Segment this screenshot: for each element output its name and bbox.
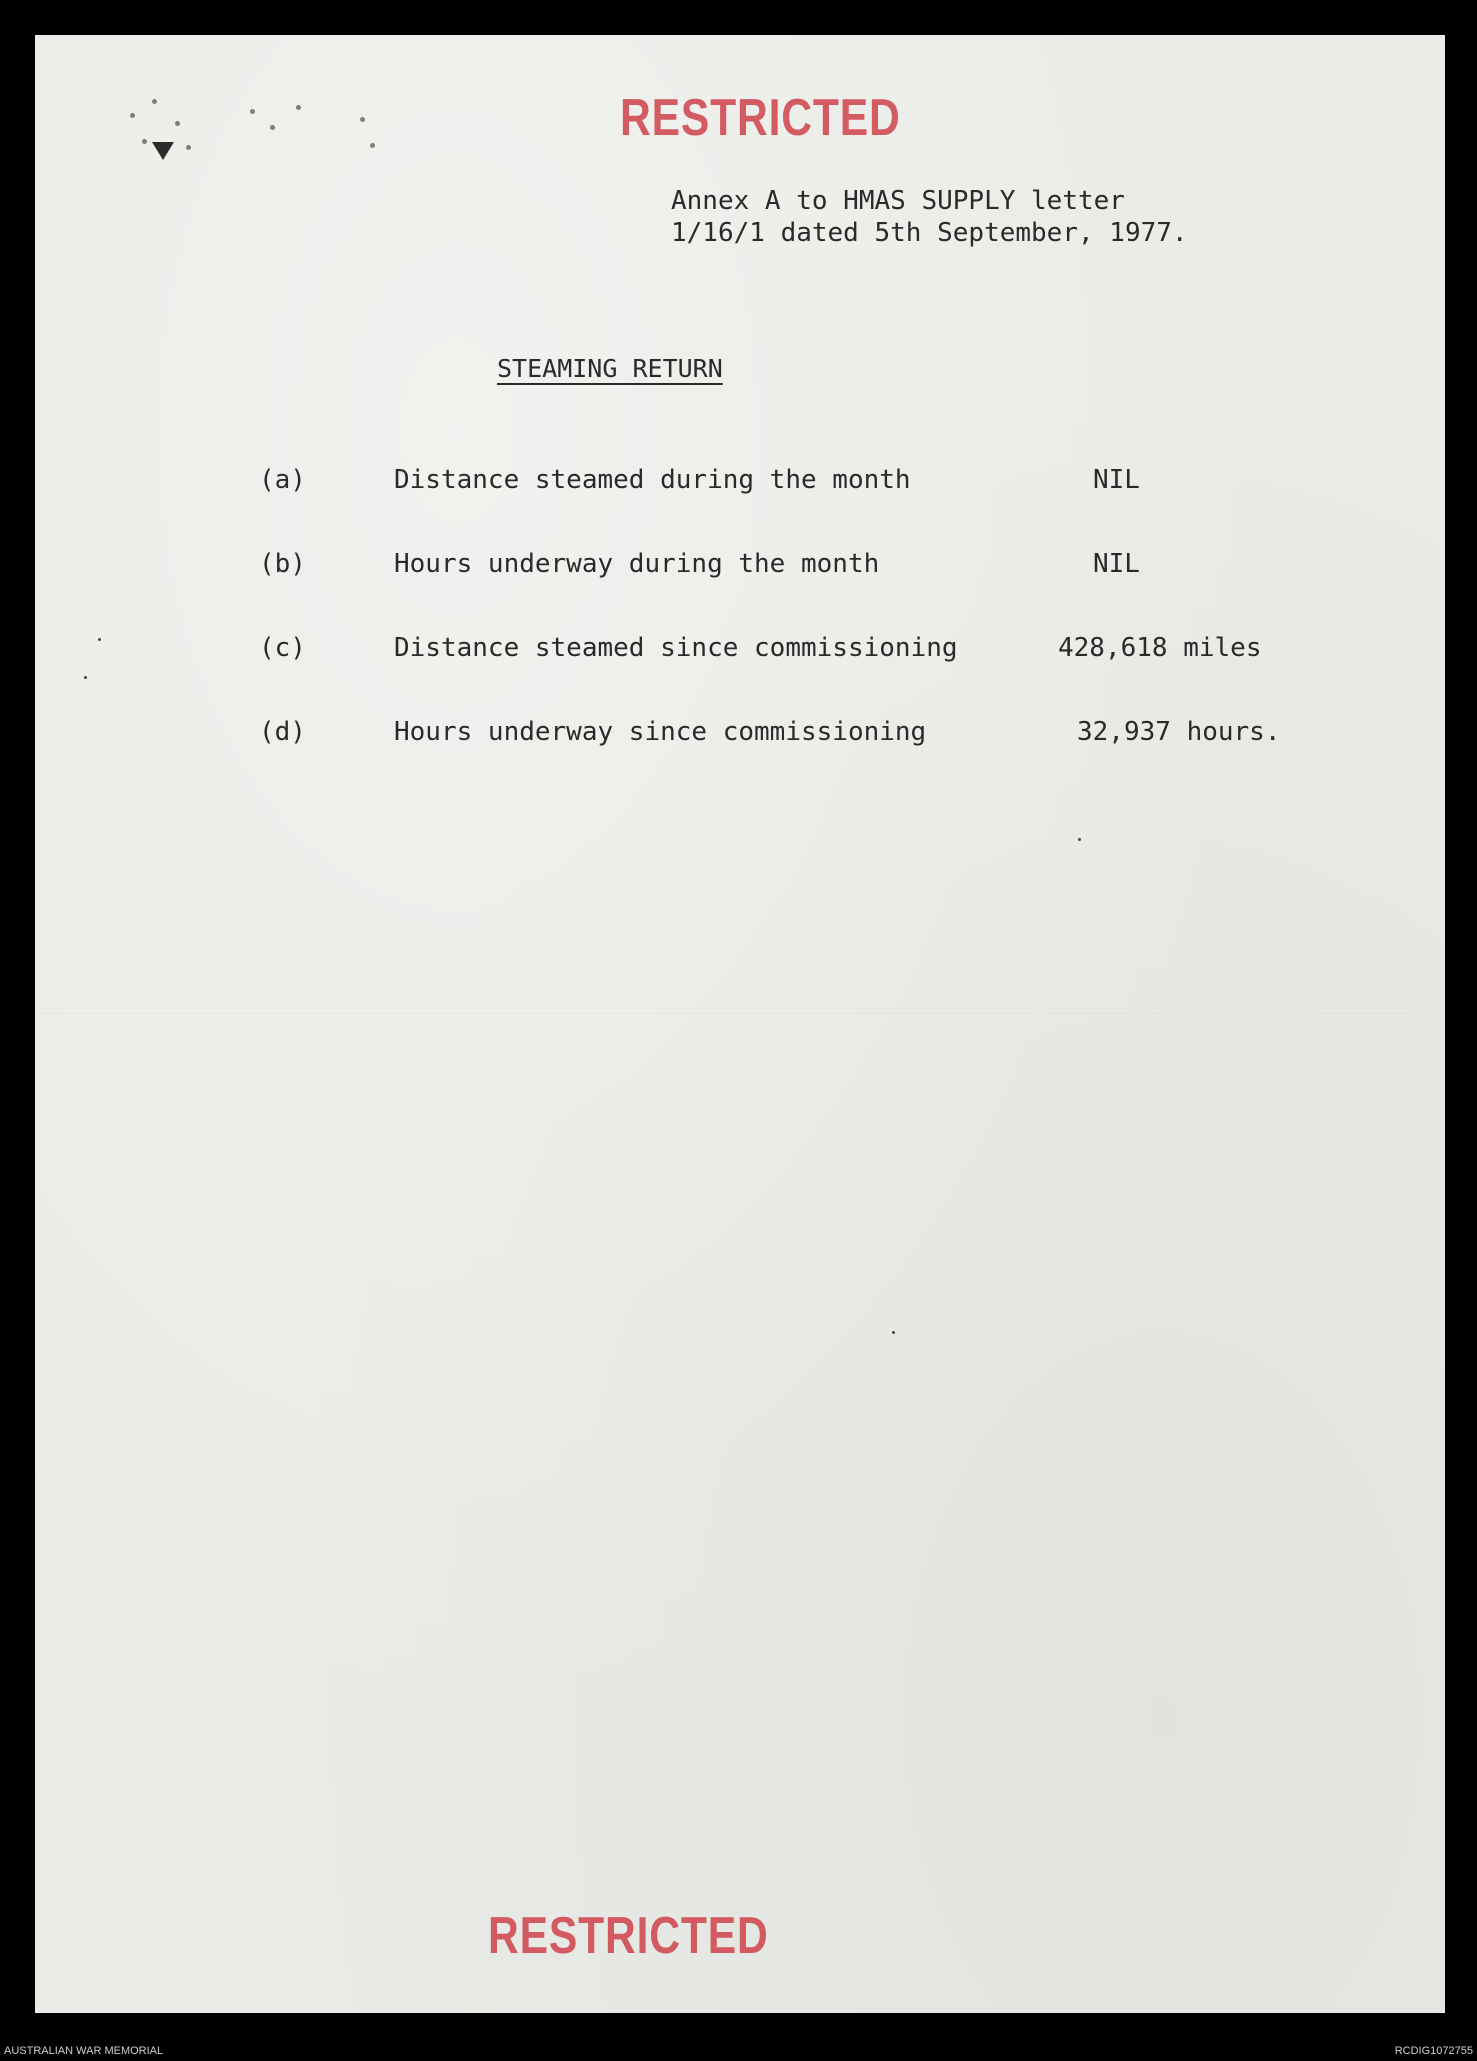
punch-hole xyxy=(142,139,147,144)
item-value: 428,618 miles xyxy=(1058,633,1262,663)
restricted-stamp-bottom: RESTRICTED xyxy=(488,1907,769,1965)
item-label: (c) xyxy=(259,633,306,663)
reference-line-1: Annex A to HMAS SUPPLY letter xyxy=(671,186,1125,216)
punch-hole xyxy=(130,113,135,118)
archive-credit: AUSTRALIAN WAR MEMORIAL xyxy=(4,2045,164,2057)
item-description: Distance steamed during the month xyxy=(394,465,911,495)
reference-line-2: 1/16/1 dated 5th September, 1977. xyxy=(671,218,1188,248)
punch-hole xyxy=(250,109,255,114)
item-value: NIL xyxy=(1093,465,1140,495)
punch-hole xyxy=(360,117,365,122)
ink-speck xyxy=(98,638,101,641)
item-value: NIL xyxy=(1093,549,1140,579)
document-heading: STEAMING RETURN xyxy=(497,354,723,383)
ink-speck xyxy=(892,1331,895,1334)
punch-hole xyxy=(152,99,157,104)
punch-hole xyxy=(270,125,275,130)
return-item xyxy=(0,717,1477,757)
item-label: (b) xyxy=(259,549,306,579)
ink-speck xyxy=(1078,838,1081,841)
ink-speck xyxy=(84,676,87,679)
item-description: Distance steamed since commissioning xyxy=(394,633,958,663)
return-item xyxy=(0,633,1477,673)
item-label: (d) xyxy=(259,717,306,747)
punch-hole xyxy=(175,121,180,126)
item-description: Hours underway since commissioning xyxy=(394,717,927,747)
document-page xyxy=(35,35,1445,2013)
return-item xyxy=(0,549,1477,589)
item-description: Hours underway during the month xyxy=(394,549,880,579)
return-item xyxy=(0,465,1477,505)
punch-hole xyxy=(186,145,191,150)
item-label: (a) xyxy=(259,465,306,495)
item-value: 32,937 hours. xyxy=(1077,717,1281,747)
page-fold-line xyxy=(35,1013,1445,1015)
punch-hole xyxy=(296,105,301,110)
paper-tear-mark xyxy=(152,142,174,160)
restricted-stamp-top: RESTRICTED xyxy=(620,89,901,147)
punch-hole xyxy=(370,143,375,148)
archive-id: RCDIG1072755 xyxy=(1394,2045,1473,2057)
